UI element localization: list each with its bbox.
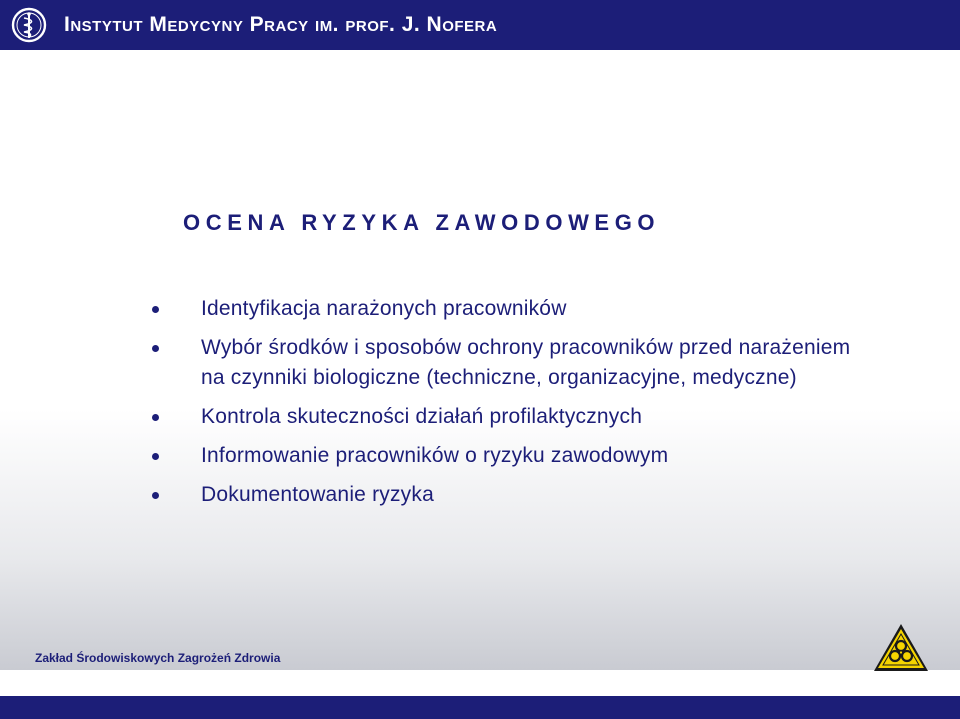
institute-name: Instytut Medycyny Pracy im. prof. J. Nofera xyxy=(64,13,498,36)
bullet-item-protection xyxy=(152,333,872,393)
footer-bar xyxy=(0,696,960,719)
slide-title: OCENA RYZYKA ZAWODOWEGO xyxy=(183,210,661,235)
bullet-icon xyxy=(152,492,159,499)
bullet-text: Informowanie pracowników o ryzyku zawodowym xyxy=(201,444,669,467)
bullet-item-identification xyxy=(152,294,872,324)
caduceus-logo-icon xyxy=(11,7,47,43)
bullet-text: Dokumentowanie ryzyka xyxy=(201,483,434,506)
bullet-icon xyxy=(152,345,159,352)
bullet-text: Wybór środków i sposobów ochrony pracowników przed narażeniem na czynniki biologiczne (techniczne, organizacyjne, medyczne) xyxy=(201,336,851,389)
bullet-icon xyxy=(152,414,159,421)
footer-department: Zakład Środowiskowych Zagrożeń Zdrowia xyxy=(35,651,281,665)
bullet-list xyxy=(152,294,872,519)
bullet-item-documentation xyxy=(152,480,872,510)
bullet-text: Kontrola skuteczności działań profilaktycznych xyxy=(201,405,643,428)
bullet-item-control xyxy=(152,402,872,432)
bullet-text: Identyfikacja narażonych pracowników xyxy=(201,297,567,320)
bullet-icon xyxy=(152,453,159,460)
header-bar xyxy=(0,0,960,50)
biohazard-warning-icon xyxy=(872,622,930,674)
bullet-icon xyxy=(152,306,159,313)
bullet-item-information xyxy=(152,441,872,471)
